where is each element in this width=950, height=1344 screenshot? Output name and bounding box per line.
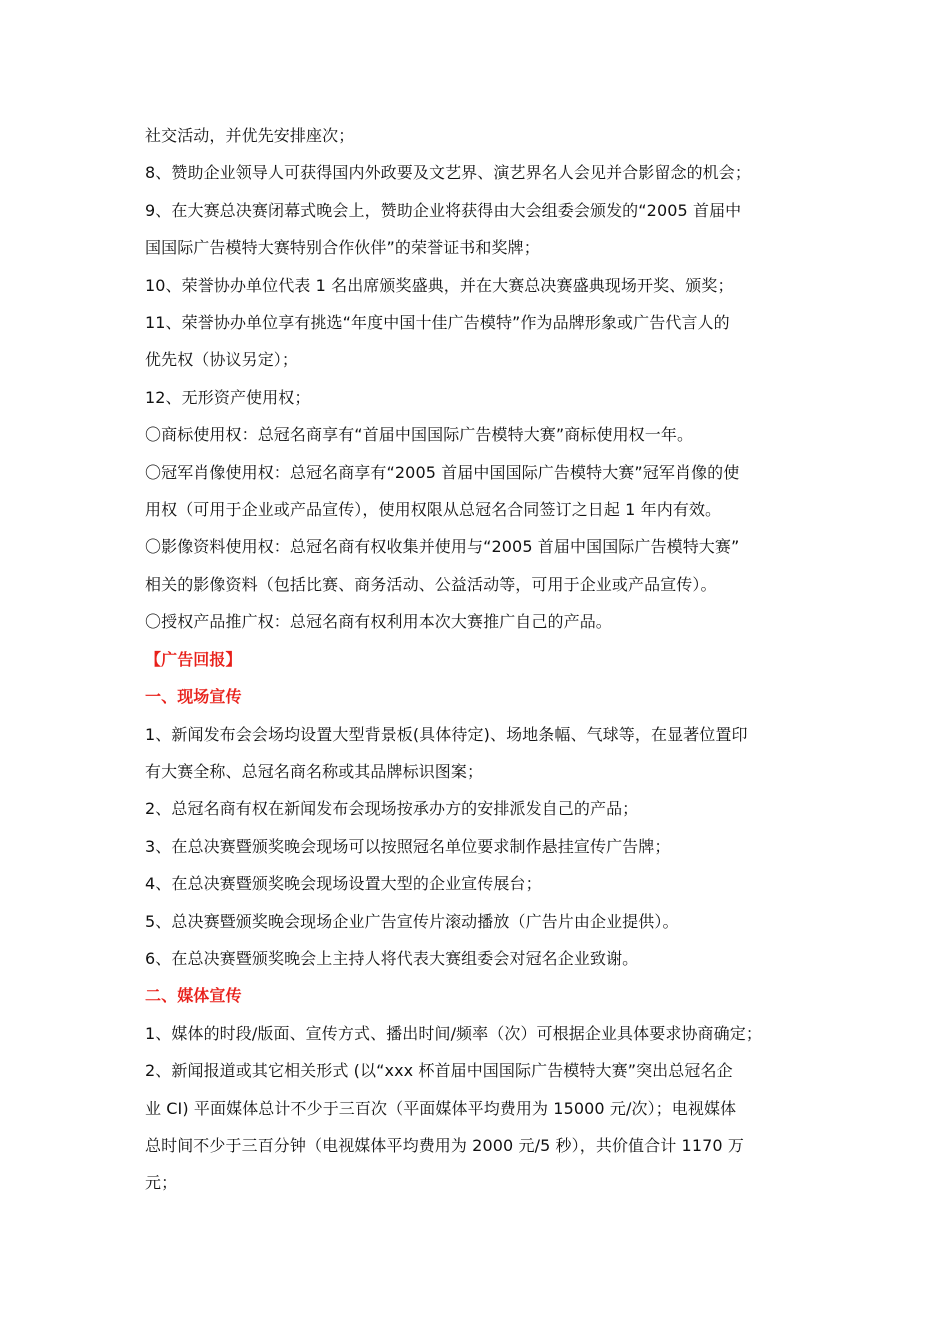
text-line: 11、荣誉协办单位享有挑选“年度中国十佳广告模特”作为品牌形象或广告代言人的: [145, 313, 730, 333]
text-line: 〇商标使用权：总冠名商享有“首届中国国际广告模特大赛”商标使用权一年。: [145, 425, 694, 445]
text-line: 〇授权产品推广权：总冠名商有权利用本次大赛推广自己的产品。: [145, 612, 612, 632]
text-line: 社交活动，并优先安排座次；: [145, 126, 355, 145]
text-line: 业 CI) 平面媒体总计不少于三百次（平面媒体平均费用为 15000 元/次）；电视媒体: [145, 1098, 737, 1118]
section-heading: 一、现场宣传: [145, 687, 242, 707]
section-heading: 二、媒体宣传: [145, 986, 242, 1006]
text-line: 10、荣誉协办单位代表 1 名出席颁奖盛典，并在大赛总决赛盛典现场开奖、颁奖；: [145, 275, 734, 295]
text-line: 元；: [145, 1173, 178, 1193]
text-line: 〇影像资料使用权：总冠名商有权收集并使用与“2005 首届中国国际广告模特大赛”: [145, 537, 740, 557]
text-line: 1、媒体的时段/版面、宣传方式、播出时间/频率（次）可根据企业具体要求协商确定；: [145, 1023, 762, 1043]
section-heading: 【广告回报】: [145, 649, 242, 669]
text-line: 5、总决赛暨颁奖晚会现场企业广告宣传片滚动播放（广告片由企业提供）。: [145, 911, 679, 931]
text-line: 6、在总决赛暨颁奖晚会上主持人将代表大赛组委会对冠名企业致谢。: [145, 948, 639, 968]
text-line: 用权（可用于企业或产品宣传），使用权限从总冠名合同签订之日起 1 年内有效。: [145, 500, 722, 520]
text-line: 〇冠军肖像使用权：总冠名商享有“2005 首届中国国际广告模特大赛”冠军肖像的使: [145, 462, 740, 482]
text-line: 1、新闻发布会会场均设置大型背景板(具体待定)、场地条幅、气球等，在显著位置印: [145, 724, 748, 744]
text-line: 优先权（协议另定）；: [145, 350, 299, 370]
text-line: 2、总冠名商有权在新闻发布会现场按承办方的安排派发自己的产品；: [145, 799, 639, 819]
text-line: 2、新闻报道或其它相关形式 (以“xxx 杯首届中国国际广告模特大赛”突出总冠名企: [145, 1061, 733, 1081]
text-line: 有大赛全称、总冠名商名称或其品牌标识图案；: [145, 761, 484, 781]
text-line: 3、在总决赛暨颁奖晚会现场可以按照冠名单位要求制作悬挂宣传广告牌；: [145, 836, 671, 856]
document-page: [145, 117, 815, 1202]
text-line: 总时间不少于三百分钟（电视媒体平均费用为 2000 元/5 秒），共价值合计 1170 万: [145, 1135, 744, 1155]
text-line: 4、在总决赛暨颁奖晚会现场设置大型的企业宣传展台；: [145, 874, 542, 894]
text-line: 9、在大赛总决赛闭幕式晚会上，赞助企业将获得由大会组委会颁发的“2005 首届中: [145, 200, 742, 220]
text-line: 8、赞助企业领导人可获得国内外政要及文艺界、演艺界名人会见并合影留念的机会；: [145, 163, 751, 183]
text-line: 相关的影像资料（包括比赛、商务活动、公益活动等，可用于企业或产品宣传）。: [145, 574, 717, 594]
text-line: 12、无形资产使用权；: [145, 387, 311, 407]
text-line: 国国际广告模特大赛特别合作伙伴”的荣誉证书和奖牌；: [145, 238, 540, 258]
